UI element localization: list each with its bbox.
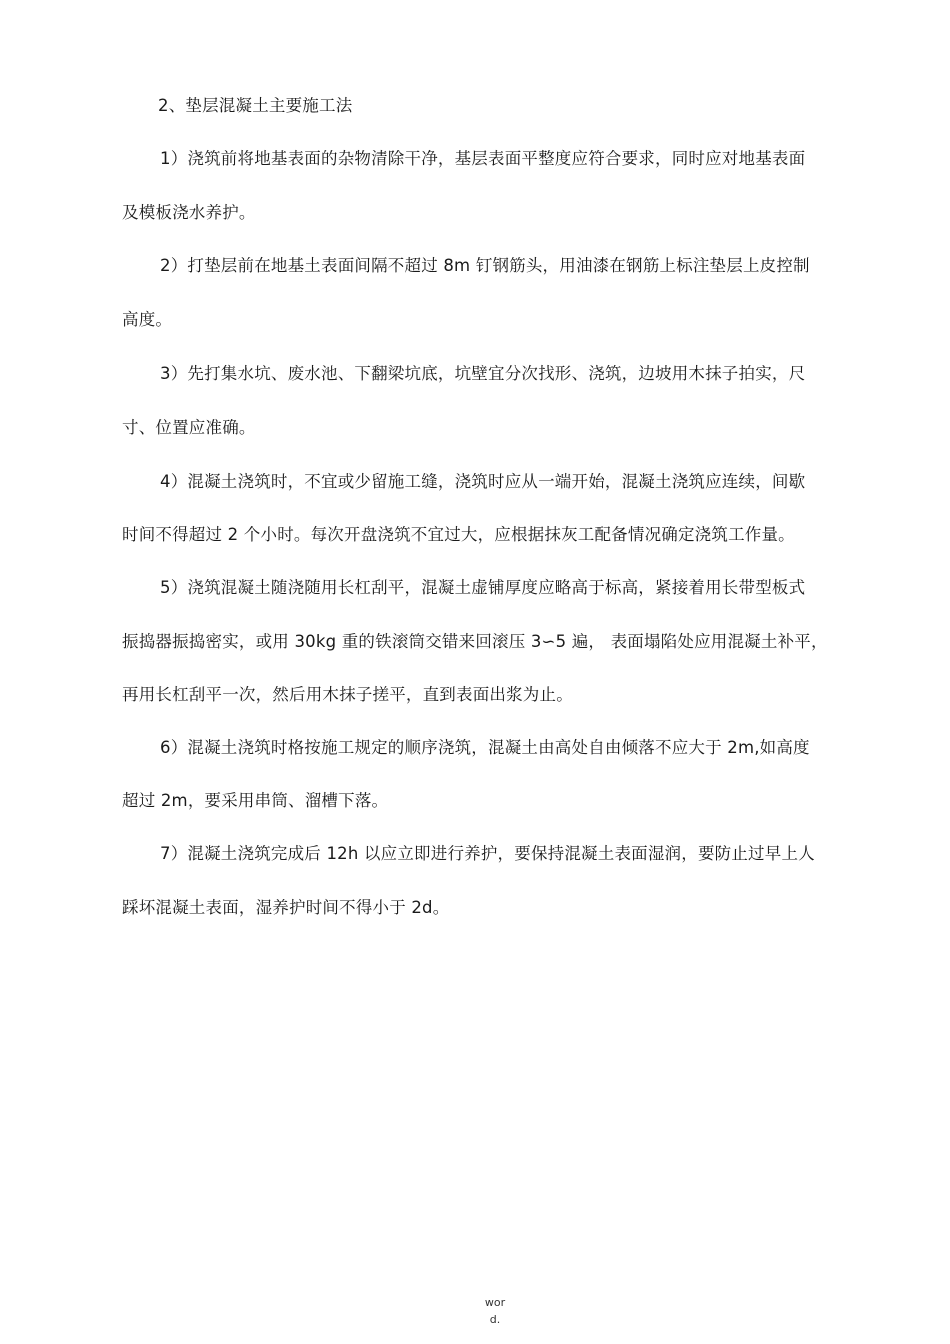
paragraph-2-line-2: 高度。 [122,310,173,329]
paragraph-1-line-2: 及模板浇水养护。 [122,203,256,222]
section-heading: 2、垫层混凝土主要施工法 [158,96,353,115]
paragraph-5-line-2: 振捣器振捣密实，或用 30kg 重的铁滚筒交错来回滚压 3∽5 遍， 表面塌陷处应用混凝土补平， [122,632,828,651]
paragraph-3-line-1: 3）先打集水坑、废水池、下翻梁坑底，坑壁宜分次找形、浇筑，边坡用木抹子拍实，尺 [160,364,806,383]
paragraph-4-line-2: 时间不得超过 2 个小时。每次开盘浇筑不宜过大，应根据抹灰工配备情况确定浇筑工作量。 [122,525,795,544]
paragraph-5-line-3: 再用长杠刮平一次，然后用木抹子搓平，直到表面出浆为止。 [122,685,573,704]
paragraph-5-line-1: 5）浇筑混凝土随浇随用长杠刮平，混凝土虚铺厚度应略高于标高，紧接着用长带型板式 [160,578,806,597]
paragraph-6-line-2: 超过 2m，要采用串筒、溜槽下落。 [122,791,389,810]
paragraph-7-line-2: 踩坏混凝土表面，湿养护时间不得小于 2d。 [122,898,450,917]
footer-line-2: d. [489,1313,501,1326]
paragraph-3-line-2: 寸、位置应准确。 [122,418,256,437]
paragraph-2-line-1: 2）打垫层前在地基土表面间隔不超过 8m 钉钢筋头，用油漆在钢筋上标注垫层上皮控制 [160,256,810,275]
paragraph-7-line-1: 7）混凝土浇筑完成后 12h 以应立即进行养护，要保持混凝土表面湿润，要防止过早上人 [160,844,815,863]
paragraph-4-line-1: 4）混凝土浇筑时，不宜或少留施工缝，浇筑时应从一端开始，混凝土浇筑应连续，间歇 [160,472,806,491]
footer-line-1: wor [484,1296,506,1309]
paragraph-1-line-1: 1）浇筑前将地基表面的杂物清除干净，基层表面平整度应符合要求，同时应对地基表面 [160,149,806,168]
paragraph-6-line-1: 6）混凝土浇筑时格按施工规定的顺序浇筑，混凝土由高处自由倾落不应大于 2m,如高度 [160,738,810,757]
